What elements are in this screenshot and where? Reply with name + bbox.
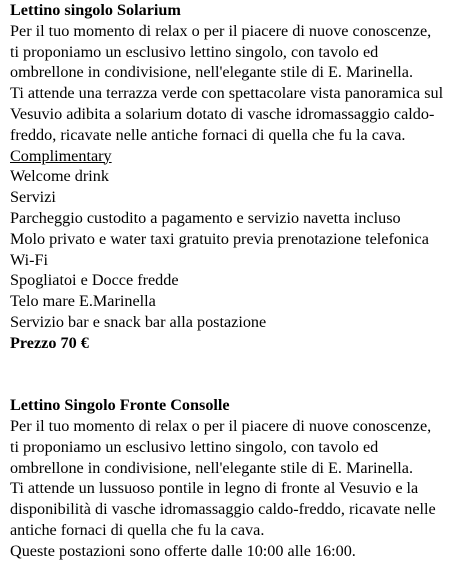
service-item: Spogliatoi e Docce fredde [10,271,179,290]
complimentary-item: Welcome drink [10,167,109,186]
section-spacer [10,354,470,396]
section-description [10,416,470,562]
service-item: Wi-Fi [10,250,49,269]
price-label: Prezzo 70 € [10,333,89,352]
description-line: ti proponiamo un esclusivo lettino singolo, con tavolo ed [10,437,379,456]
description-line: Per il tuo momento di relax o per il piacere di nuove conoscenze, [10,21,432,40]
description-line: ti proponiamo un esclusivo lettino singolo, con tavolo ed [10,42,379,61]
complimentary-heading: Complimentary [10,146,112,165]
description-line: Ti attende un lussuoso pontile in legno di fronte al Vesuvio e la [10,479,419,498]
section-title: Lettino Singolo Fronte Consolle [10,396,230,415]
description-line: antiche fornaci di quella che fu la cava. [10,520,265,539]
service-item: Servizio bar e snack bar alla postazione [10,312,267,331]
description-line: Queste postazioni sono offerte dalle 10:00 alle 16:00. [10,541,356,560]
description-line: freddo, ricavate nelle antiche fornaci di quella che fu la cava. [10,125,406,144]
description-line: Ti attende una terrazza verde con spettacolare vista panoramica sul [10,84,444,103]
section-description [10,21,470,146]
description-line: ombrellone in condivisione, nell'elegante stile di E. Marinella. [10,63,413,82]
services-heading: Servizi [10,188,56,207]
service-item: Telo mare E.Marinella [10,292,156,311]
section-solarium [10,0,470,354]
description-line: Per il tuo momento di relax o per il piacere di nuove conoscenze, [10,416,432,435]
service-item: Parcheggio custodito a pagamento e servizio navetta incluso [10,208,401,227]
document-page [10,0,470,562]
section-title: Lettino singolo Solarium [10,1,181,19]
service-item: Molo privato e water taxi gratuito previa prenotazione telefonica [10,229,429,248]
description-line: Vesuvio adibita a solarium dotato di vasche idromassaggio caldo- [10,104,435,123]
description-line: disponibilità di vasche idromassaggio caldo-freddo, ricavate nelle [10,500,436,519]
description-line: ombrellone in condivisione, nell'elegante stile di E. Marinella. [10,458,413,477]
services-list [10,208,470,333]
section-fronte-consolle [10,395,470,561]
